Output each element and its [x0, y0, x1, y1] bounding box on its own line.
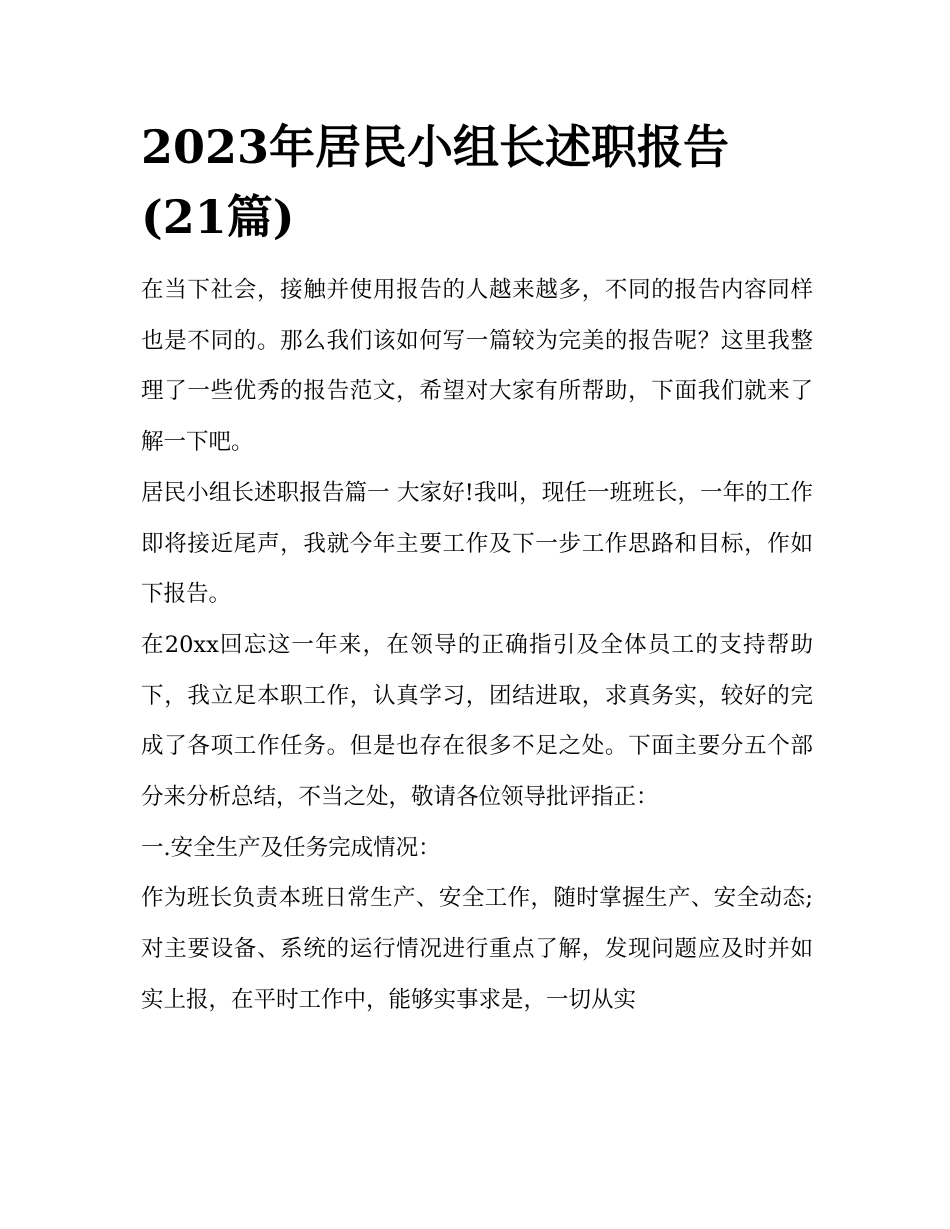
- paragraph-report-opening: 居民小组长述职报告篇一 大家好!我叫，现任一班班长，一年的工作即将接近尾声，我就今年主要工作及下一步工作思路和目标，作如下报告。: [141, 479, 813, 608]
- document-body: [141, 265, 813, 1026]
- paragraph-safety-details: 作为班长负责本班日常生产、安全工作，随时掌握生产、安全动态;对主要设备、系统的运行情况进行重点了解，发现问题应及时并如实上报，在平时工作中，能够实事求是，一切从实: [141, 885, 813, 1013]
- paragraph-year-review: 在20xx回忘这一年来，在领导的正确指引及全体员工的支持帮助下，我立足本职工作，认真学习，团结进取，求真务实，较好的完成了各项工作任务。但是也存在很多不足之处。下面主要分五个部分来分析总结，不当之处，敬请各位领导批评指正：: [141, 631, 813, 811]
- document-title: 2023年居民小组长述职报告(21篇): [141, 120, 730, 244]
- section-heading-safety: 一.安全生产及任务完成情况：: [141, 834, 441, 861]
- document-page: [141, 112, 813, 1026]
- paragraph-intro: 在当下社会，接触并使用报告的人越来越多，不同的报告内容同样也是不同的。那么我们该如何写一篇较为完美的报告呢？这里我整理了一些优秀的报告范文，希望对大家有所帮助，下面我们就来了解一下吧。: [141, 277, 813, 456]
